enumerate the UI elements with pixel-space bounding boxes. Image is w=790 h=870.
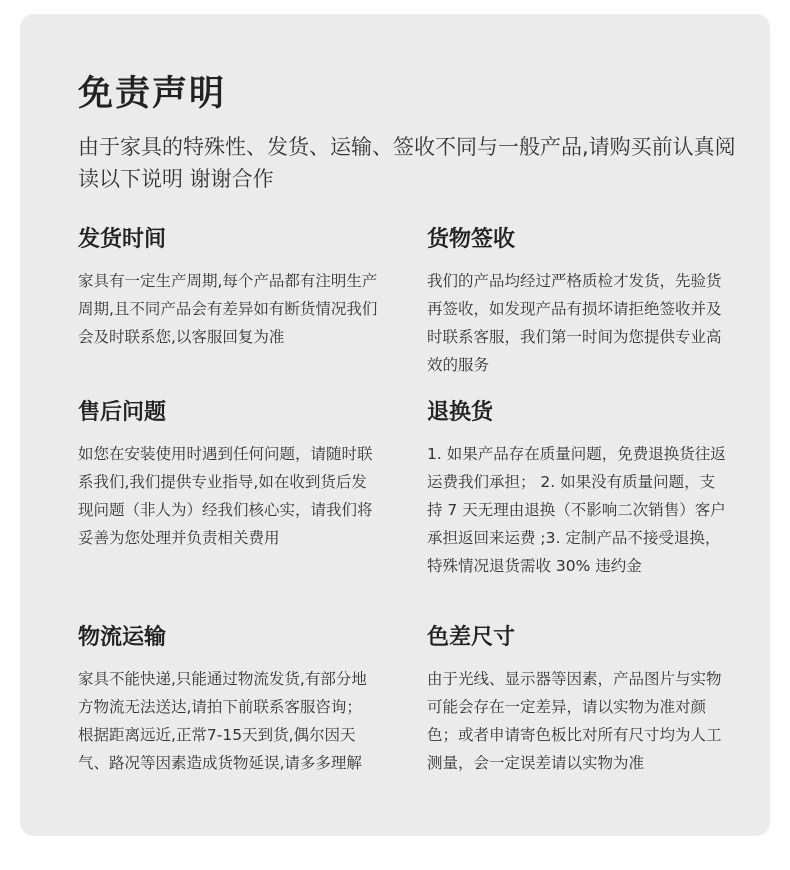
page-title: 免责声明 [78, 74, 227, 114]
section-returns [427, 398, 727, 580]
section-shipping-time [78, 225, 378, 351]
disclaimer-card [20, 14, 770, 836]
section-body: 家具有一定生产周期,每个产品都有注明生产周期,且不同产品会有差异如有断货情况我们会及时联系您,以客服回复为准 [78, 272, 378, 346]
section-after-sales [78, 398, 378, 552]
section-heading: 物流运输 [78, 625, 167, 650]
section-body: 我们的产品均经过严格质检才发货，先验货再签收，如发现产品有损坏请拒绝签收并及时联系客服，我们第一时间为您提供专业高效的服务 [427, 272, 722, 374]
section-delivery-signoff [427, 225, 727, 379]
section-heading: 色差尺寸 [427, 625, 516, 650]
section-heading: 退换货 [427, 400, 494, 425]
section-heading: 货物签收 [427, 227, 516, 252]
section-color-size [427, 623, 727, 777]
section-heading: 发货时间 [78, 227, 167, 252]
section-heading: 售后问题 [78, 400, 167, 425]
section-body: 1. 如果产品存在质量问题，免费退换货往返运费我们承担； 2. 如果没有质量问题，支持 7 天无理由退换（不影响二次销售）客户承担返回来运费 ;3. 定制产品不接受退换，特殊情况退货需收 30% 违约金 [427, 445, 726, 575]
section-body: 由于光线、显示器等因素，产品图片与实物可能会存在一定差异，请以实物为准对颜色；或者申请寄色板比对所有尺寸均为人工测量，会一定误差请以实物为准 [427, 670, 722, 772]
intro-text: 由于家具的特殊性、发货、运输、签收不同与一般产品,请购买前认真阅读以下说明 谢谢合作 [78, 135, 736, 191]
section-body: 家具不能快递,只能通过物流发货,有部分地方物流无法送达,请拍下前联系客服咨询； 根据距离远近,正常7-15天到货,偶尔因天气、路况等因素造成货物延误,请多多理解 [78, 670, 367, 772]
section-body: 如您在安装使用时遇到任何问题，请随时联系我们,我们提供专业指导,如在收到货后发现问题（非人为）经我们核心实，请我们将妥善为您处理并负责相关费用 [78, 445, 373, 547]
section-logistics [78, 623, 378, 777]
